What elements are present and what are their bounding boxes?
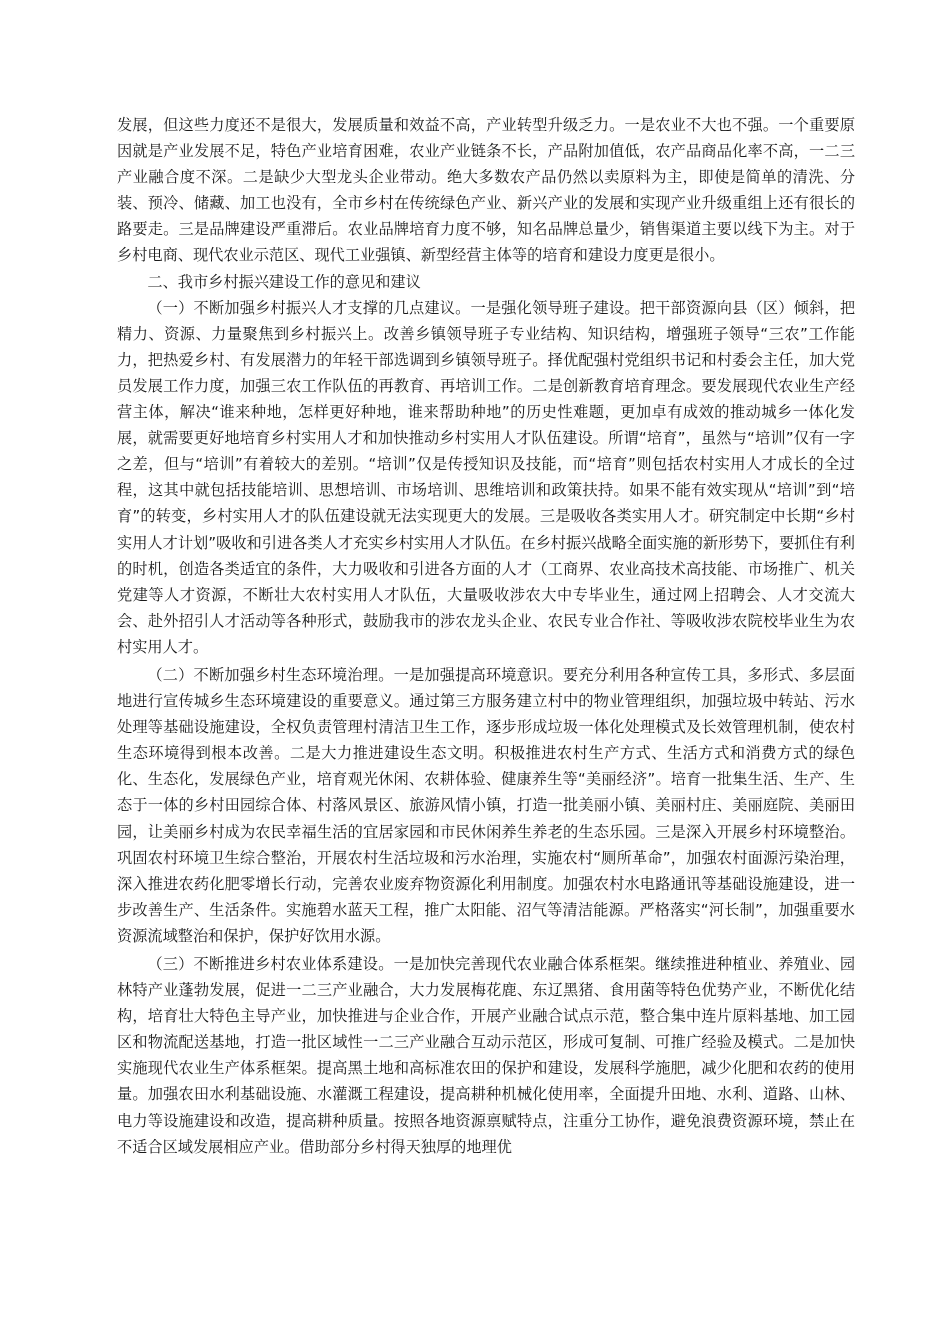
paragraph-talent-support: （一）不断加强乡村振兴人才支撑的几点建议。一是强化领导班子建设。把干部资源向县（区）倾斜，把精力、资源、力量聚焦到乡村振兴上。改善乡镇领导班子专业结构、知识结构，增强班子领导“三农”工作能力，把热爱乡村、有发展潜力的年轻干部选调到乡镇领导班子。择优配强村党组织书记和村委会主任，加大党员发展工作力度，加强三农工作队伍的再教育、再培训工作。二是创新教育培育理念。要发展现代农业生产经营主体，解决“谁来种地，怎样更好种地，谁来帮助种地”的历史性难题，更加卓有成效的推动城乡一体化发展，就需要更好地培育乡村实用人才和加快推动乡村实用人才队伍建设。所谓“培育”，虽然与“培训”仅有一字之差，但与“培训”有着较大的差别。“培训”仅是传授知识及技能，而“培育”则包括农村实用人才成长的全过程，这其中就包括技能培训、思想培训、市场培训、思维培训和政策扶持。如果不能有效实现从“培训”到“培育”的转变，乡村实用人才的队伍建设就无法实现更大的发展。三是吸收各类实用人才。研究制定中长期“乡村实用人才计划”吸收和引进各类人才充实乡村实用人才队伍。在乡村振兴战略全面实施的新形势下，要抓住有利的时机，创造各类适宜的条件，大力吸收和引进各方面的人才（工商界、农业高技术高技能、市场推广、机关党建等人才资源，不断壮大农村实用人才队伍，大量吸收涉农大中专毕业生，通过网上招聘会、人才交流大会、赴外招引人才活动等各种形式，鼓励我市的涉农龙头企业、农民专业合作社、等吸收涉农院校毕业生为农村实用人才。 <box>117 298 855 656</box>
paragraph-agricultural-system: （三）不断推进乡村农业体系建设。一是加快完善现代农业融合体系框架。继续推进种植业、养殖业、园林特产业蓬勃发展，促进一二三产业融合，大力发展梅花鹿、东辽黑猪、食用菌等特色优势产业，不断优化结构，培育壮大特色主导产业，加快推进与企业合作，开展产业融合试点示范，整合集中连片原料基地、加工园区和物流配送基地，打造一批区域性一二三产业融合互动示范区，形成可复制、可推广经验及模式。二是加快实施现代农业生产体系框架。提高黑土地和高标准农田的保护和建设，发展科学施肥，减少化肥和农药的使用量。加强农田水利基础设施、水灌溉工程建设，提高耕种机械化使用率，全面提升田地、水利、道路、山林、电力等设施建设和改造，提高耕种质量。按照各地资源禀赋特点，注重分工协作，避免浪费资源环境，禁止在不适合区域发展相应产业。借助部分乡村得天独厚的地理优 <box>117 955 855 1156</box>
paragraph-ecological-environment: （二）不断加强乡村生态环境治理。一是加强提高环境意识。要充分利用各种宣传工具，多形式、多层面地进行宣传城乡生态环境建设的重要意义。通过第三方服务建立村中的物业管理组织，加强垃圾中转站、污水处理等基础设施建设，全权负责管理村清洁卫生工作，逐步形成垃圾一体化处理模式及长效管理机制，使农村生态环境得到根本改善。二是大力推进建设生态文明。积极推进农村生产方式、生活方式和消费方式的绿色化、生态化，发展绿色产业，培育观光休闲、农耕体验、健康养生等“美丽经济”。培育一批集生活、生产、生态于一体的乡村田园综合体、村落风景区、旅游风情小镇，打造一批美丽小镇、美丽村庄、美丽庭院、美丽田园，让美丽乡村成为农民幸福生活的宜居家园和市民休闲养生养老的生态乐园。三是深入开展乡村环境整治。巩固农村环境卫生综合整治，开展农村生活垃圾和污水治理，实施农村“厕所革命”，加强农村面源污染治理，深入推进农药化肥零增长行动，完善农业废弃物资源化利用制度。加强农村水电路通讯等基础设施建设，进一步改善生产、生活条件。实施碧水蓝天工程，推广太阳能、沼气等清洁能源。严格落实“河长制”，加强重要水资源流域整治和保护，保护好饮用水源。 <box>117 665 855 945</box>
paragraph-intro-continuation: 发展，但这些力度还不是很大，发展质量和效益不高，产业转型升级乏力。一是农业不大也不强。一个重要原因就是产业发展不足，特色产业培育困难，农业产业链条不长，产品附加值低，农产品商品化率不高，一二三产业融合度不深。二是缺少大型龙头企业带动。绝大多数农产品仍然以卖原料为主，即使是简单的清洗、分装、预冷、储藏、加工也没有，全市乡村在传统绿色产业、新兴产业的发展和实现产业升级重组上还有很长的路要走。三是品牌建设严重滞后。农业品牌培育力度不够，知名品牌总量少，销售渠道主要以线下为主。对于乡村电商、现代农业示范区、现代工业强镇、新型经营主体等的培育和建设力度更是很小。 <box>117 116 855 265</box>
section-heading-suggestions: 二、我市乡村振兴建设工作的意见和建议 <box>147 272 421 291</box>
